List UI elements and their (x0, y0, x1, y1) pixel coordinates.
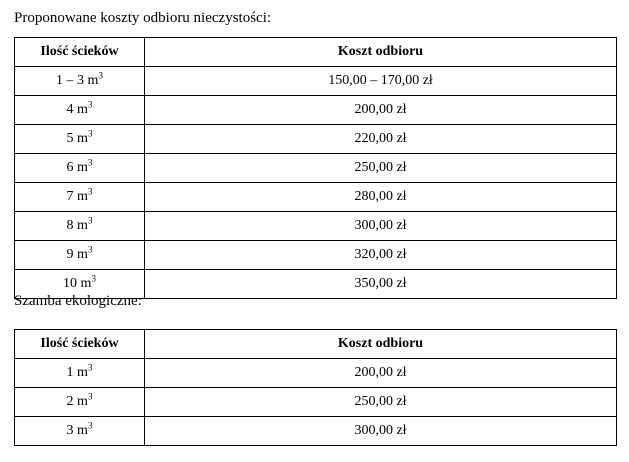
table-row (15, 96, 617, 125)
unit-exponent: 3 (87, 186, 93, 197)
unit-exponent: 3 (98, 70, 103, 81)
cost-cell: 220,00 zł (145, 125, 617, 154)
unit-exponent: 3 (87, 215, 93, 226)
amount-cell (15, 125, 145, 154)
table-header-row (15, 38, 617, 67)
cost-cell: 300,00 zł (145, 417, 617, 446)
unit-exponent: 3 (87, 420, 93, 431)
section-caption-eco-tanks: Szamba ekologiczne: (14, 293, 142, 309)
amount-value: 9 m (66, 247, 88, 262)
cost-table (14, 37, 617, 299)
cost-cell: 200,00 zł (145, 96, 617, 125)
header-cost: Koszt odbioru (145, 330, 617, 359)
table-row (15, 125, 617, 154)
amount-value: 6 m (66, 160, 88, 175)
amount-value: 1 m (66, 365, 88, 380)
amount-value: 8 m (66, 218, 88, 233)
unit-exponent: 3 (87, 244, 93, 255)
header-cost: Koszt odbioru (145, 38, 617, 67)
unit-exponent: 3 (87, 391, 93, 402)
amount-value: 5 m (66, 131, 88, 146)
table-row (15, 67, 617, 96)
table-row (15, 388, 617, 417)
unit-exponent: 3 (87, 157, 93, 168)
cost-cell: 300,00 zł (145, 212, 617, 241)
amount-cell (15, 241, 145, 270)
amount-cell (15, 154, 145, 183)
amount-cell (15, 183, 145, 212)
unit-exponent: 3 (87, 362, 93, 373)
table-row (15, 359, 617, 388)
table-header-row (15, 330, 617, 359)
amount-cell (15, 359, 145, 388)
table-row (15, 417, 617, 446)
amount-value: 2 m (66, 394, 88, 409)
cost-cell: 350,00 zł (145, 270, 617, 299)
unit-exponent: 3 (87, 128, 93, 139)
table-row (15, 154, 617, 183)
amount-value: 1 – 3 m (56, 73, 99, 88)
amount-value: 7 m (66, 189, 88, 204)
header-amount: Ilość ścieków (15, 330, 145, 359)
unit-exponent: 3 (87, 99, 93, 110)
amount-value: 4 m (66, 102, 88, 117)
amount-cell (15, 417, 145, 446)
cost-cell: 320,00 zł (145, 241, 617, 270)
table-row (15, 212, 617, 241)
unit-exponent: 3 (91, 273, 96, 284)
cost-cell: 250,00 zł (145, 154, 617, 183)
amount-value: 10 m (63, 276, 92, 291)
amount-cell (15, 96, 145, 125)
amount-cell (15, 67, 145, 96)
header-amount: Ilość ścieków (15, 38, 145, 67)
amount-cell (15, 212, 145, 241)
cost-cell: 280,00 zł (145, 183, 617, 212)
section-caption-costs: Proponowane koszty odbioru nieczystości: (14, 10, 272, 26)
amount-value: 3 m (66, 423, 88, 438)
eco-tank-cost-table (14, 329, 617, 446)
table-row (15, 183, 617, 212)
amount-cell (15, 388, 145, 417)
table-row (15, 241, 617, 270)
cost-cell: 200,00 zł (145, 359, 617, 388)
cost-cell: 150,00 – 170,00 zł (145, 67, 617, 96)
cost-cell: 250,00 zł (145, 388, 617, 417)
